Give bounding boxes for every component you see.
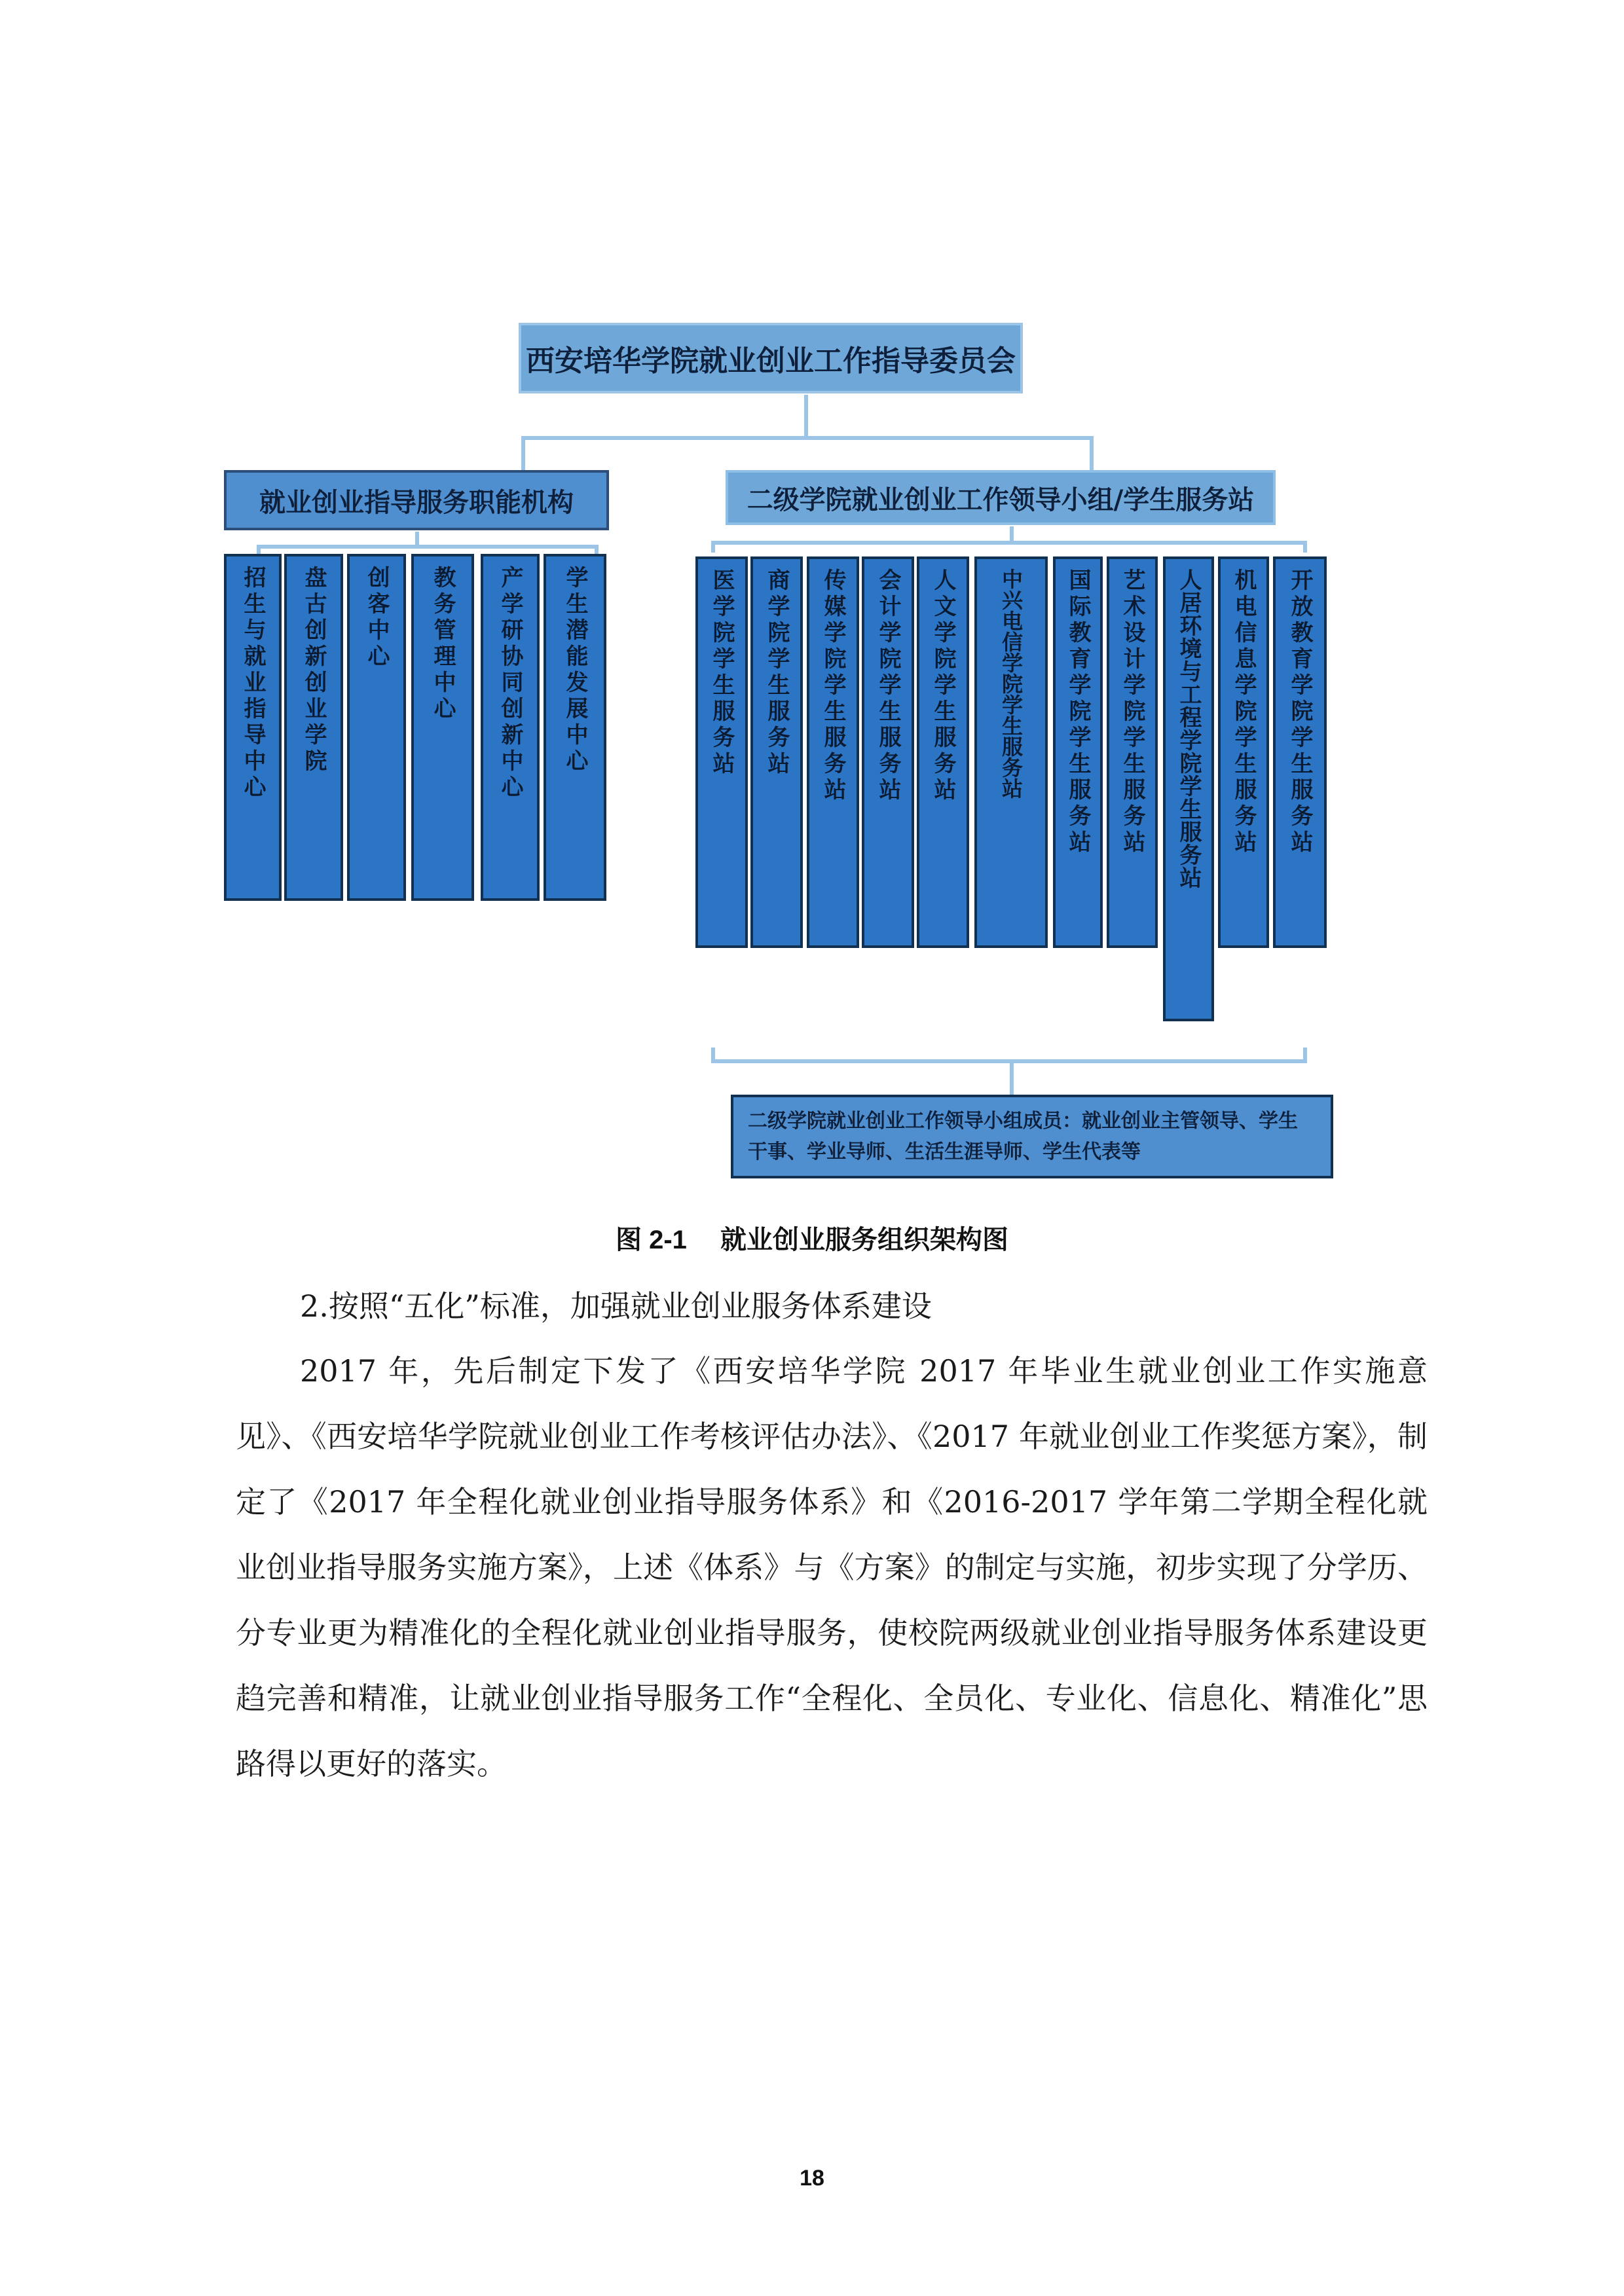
unit-column: 产学研协同创新中心	[481, 554, 540, 901]
station-column: 医学院学生服务站	[695, 556, 748, 948]
right-bracket-bar	[711, 541, 1307, 545]
station-column: 国际教育学院学生服务站	[1053, 556, 1103, 948]
bottom-bracket-stem	[1010, 1062, 1014, 1095]
unit-column: 教务管理中心	[411, 554, 474, 901]
members-note-box: 二级学院就业创业工作领导小组成员：就业创业主管领导、学生干事、学业导师、生活生涯导师、学生代表等	[731, 1095, 1333, 1178]
connector-top-vertical	[804, 395, 808, 438]
unit-column: 学生潜能发展中心	[544, 554, 606, 901]
station-column: 传媒学院学生服务站	[807, 556, 859, 948]
left-bracket-stem	[415, 532, 419, 546]
right-branch-title: 二级学院就业创业工作领导小组/学生服务站	[726, 470, 1276, 525]
right-bracket-end-l	[711, 541, 715, 553]
page-number: 18	[800, 2166, 824, 2191]
bottom-bracket-bar	[711, 1059, 1307, 1063]
station-column: 机电信息学院学生服务站	[1218, 556, 1269, 948]
station-column: 中兴电信学院学生服务站	[974, 556, 1048, 948]
right-bracket-stem	[1010, 526, 1014, 542]
station-column: 商学院学生服务站	[750, 556, 803, 948]
left-bracket-bar	[257, 545, 599, 549]
station-column: 人文学院学生服务站	[917, 556, 969, 948]
station-column: 艺术设计学院学生服务站	[1107, 556, 1158, 948]
bottom-bracket-end-r	[1303, 1048, 1307, 1062]
unit-column: 创客中心	[347, 554, 406, 901]
figure-label: 图 2-1	[615, 1226, 687, 1254]
unit-column: 招生与就业指导中心	[224, 554, 282, 901]
connector-left-drop	[521, 436, 525, 470]
connector-top-horizontal	[521, 436, 1094, 440]
section-heading: 2.按照“五化”标准，加强就业创业服务体系建设	[300, 1288, 932, 1324]
station-column: 人居环境与工程学院学生服务站	[1163, 556, 1214, 1021]
figure-title: 就业创业服务组织架构图	[720, 1226, 1009, 1254]
body-paragraph: 2017 年，先后制定下发了《西安培华学院 2017 年毕业生就业创业工作实施意见》、《西安培华学院就业创业工作考核评估办法》、《2017 年就业创业工作奖惩方案》，制定了《2017 年全程化就业创业指导服务体系》和《2016-2017 学年第二学期全程化就业创业指导服务实施方案》，上述《体系》与《方案》的制定与实施，初步实现了分学历、分专业更为精准化的全程化就业创业指导服务，使校院两级就业创业指导服务体系建设更趋完善和精准，让就业创业指导服务工作“全程化、全员化、专业化、信息化、精准化”思路得以更好的落实。	[236, 1353, 1428, 1781]
station-column: 开放教育学院学生服务站	[1273, 556, 1327, 948]
station-column: 会计学院学生服务站	[862, 556, 914, 948]
figure-caption	[0, 1219, 1624, 1256]
connector-right-drop	[1090, 436, 1094, 470]
left-branch-title: 就业创业指导服务职能机构	[224, 470, 609, 530]
right-bracket-end-r	[1303, 541, 1307, 553]
top-committee-box: 西安培华学院就业创业工作指导委员会	[519, 323, 1023, 393]
unit-column: 盘古创新创业学院	[284, 554, 343, 901]
